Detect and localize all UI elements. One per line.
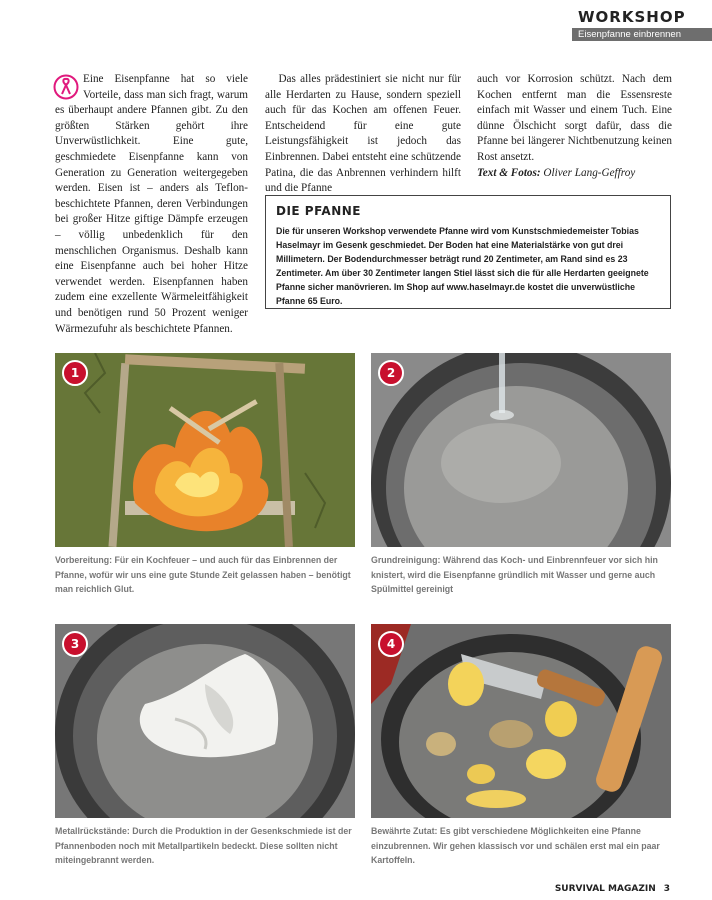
pan-cleaning-image bbox=[371, 353, 671, 547]
magazine-name: SURVIVAL MAGAZIN bbox=[554, 884, 656, 894]
photo-caption-1: Vorbereitung: Für ein Kochfeuer – und auch für das Einbrennen der Pfanne, wofür wir uns eine gute Stunde Zeit gelassen haben – benötigt man reichlich Glut. bbox=[55, 555, 351, 595]
body-paragraph-3: auch vor Korrosion schützt. Nach dem Kochen entfernt man die Essensreste einfach mit Wasser und einem Tuch. Eine dünne Ölschicht sorgt dafür, dass die Pfanne bei längerer Nichtbenutzung keinen Rost ansetzt. bbox=[477, 73, 672, 163]
step-number-badge: 3 bbox=[62, 631, 88, 657]
pan-cloth-image bbox=[55, 624, 355, 818]
photo-pan-potatoes bbox=[371, 624, 671, 818]
photo-caption-3: Metallrückstände: Durch die Produktion in der Gesenkschmiede ist der Pfannenboden noch mit Metallpartikeln bedeckt. Diese sollten nicht miteingebrannt werden. bbox=[55, 826, 352, 866]
section-title: WORKSHOP bbox=[578, 8, 686, 26]
photo-pan-cloth bbox=[55, 624, 355, 818]
photo-caption-2: Grundreinigung: Während das Koch- und Einbrennfeuer vor sich hin knistert, wird die Eisenpfanne gründlich mit Wasser und gerne auch Spülmittel gereinigt bbox=[371, 555, 658, 595]
text-column-1 bbox=[55, 72, 248, 337]
step-number-badge: 4 bbox=[378, 631, 404, 657]
info-box-heading: DIE PFANNE bbox=[276, 204, 361, 218]
photo-pan-cleaning bbox=[371, 353, 671, 547]
info-box bbox=[265, 195, 671, 309]
credit-label: Text & Fotos: bbox=[477, 166, 541, 179]
info-box-text: Die für unseren Workshop verwendete Pfanne wird vom Kunstschmiedemeister Tobias Haselmayr im Gesenk geschmiedet. Der Boden hat eine Materialstärke von gut drei Millimetern. Der Bodendurchmesser beträgt rund 20 Zentimeter, am Rand sind es 23 Zentimeter. Am über 30 Zentimeter langen Stiel lässt sich die für alle Herdarten geeignete Pfanne sicher manövrieren. Im Shop auf www.haselmayr.de kostet die unverwüstliche Pfanne 65 Euro. bbox=[276, 226, 649, 306]
page-number: 3 bbox=[663, 884, 670, 894]
author-credit bbox=[477, 166, 672, 182]
body-paragraph-2: Das alles prädestiniert sie nicht nur für alle Herdarten zu Hause, sondern speziell auch für das Kochen am offenen Feuer. Entscheidend für eine gute Leistungsfähigkeit ist jedoch das Einbrennen. Dabei entsteht eine schützende Patina, die das Anbrennen verhindern hilft und die Pfanne bbox=[265, 73, 461, 195]
photo-campfire bbox=[55, 353, 355, 547]
step-number-badge: 2 bbox=[378, 360, 404, 386]
ribbon-icon bbox=[53, 74, 79, 100]
credit-name: Oliver Lang-Geffroy bbox=[543, 166, 636, 179]
section-subtitle: Eisenpfanne einbrennen bbox=[572, 28, 712, 41]
pan-potatoes-image bbox=[371, 624, 671, 818]
campfire-image bbox=[55, 353, 355, 547]
text-column-2 bbox=[265, 72, 461, 197]
body-paragraph-1: Eine Eisenpfanne hat so viele Vorteile, dass man sich fragt, warum es überhaupt andere Pfannen gibt. Zu den größten Stärken gehört ihre Unverwüstlichkeit. Eine gute, geschmiedete Eisenpfanne kann von Generation zu Generation weitergegeben werden. Eisen ist – anders als Teflon-beschichtete Pfannen, deren Verbindungen bei großer Hitze giftige Dämpfe erzeugen – völlig unbedenklich für den menschlichen Organismus. Deshalb kann eine Eisenpfanne auch bei hoher Hitze verwendet werden. Eisenpfannen haben zudem eine exzellente Wärmeleitfähigkeit und benötigen rund 50 Prozent weniger Wärmezufuhr als beschichtete Pfannen. bbox=[55, 73, 248, 335]
text-column-3 bbox=[477, 72, 672, 181]
page-footer bbox=[555, 884, 670, 894]
photo-caption-4: Bewährte Zutat: Es gibt verschiedene Möglichkeiten eine Pfanne einzubrennen. Wir gehen klassisch vor und schälen erst mal ein paar Kartoffeln. bbox=[371, 826, 660, 866]
step-number-badge: 1 bbox=[62, 360, 88, 386]
section-header bbox=[572, 8, 712, 41]
